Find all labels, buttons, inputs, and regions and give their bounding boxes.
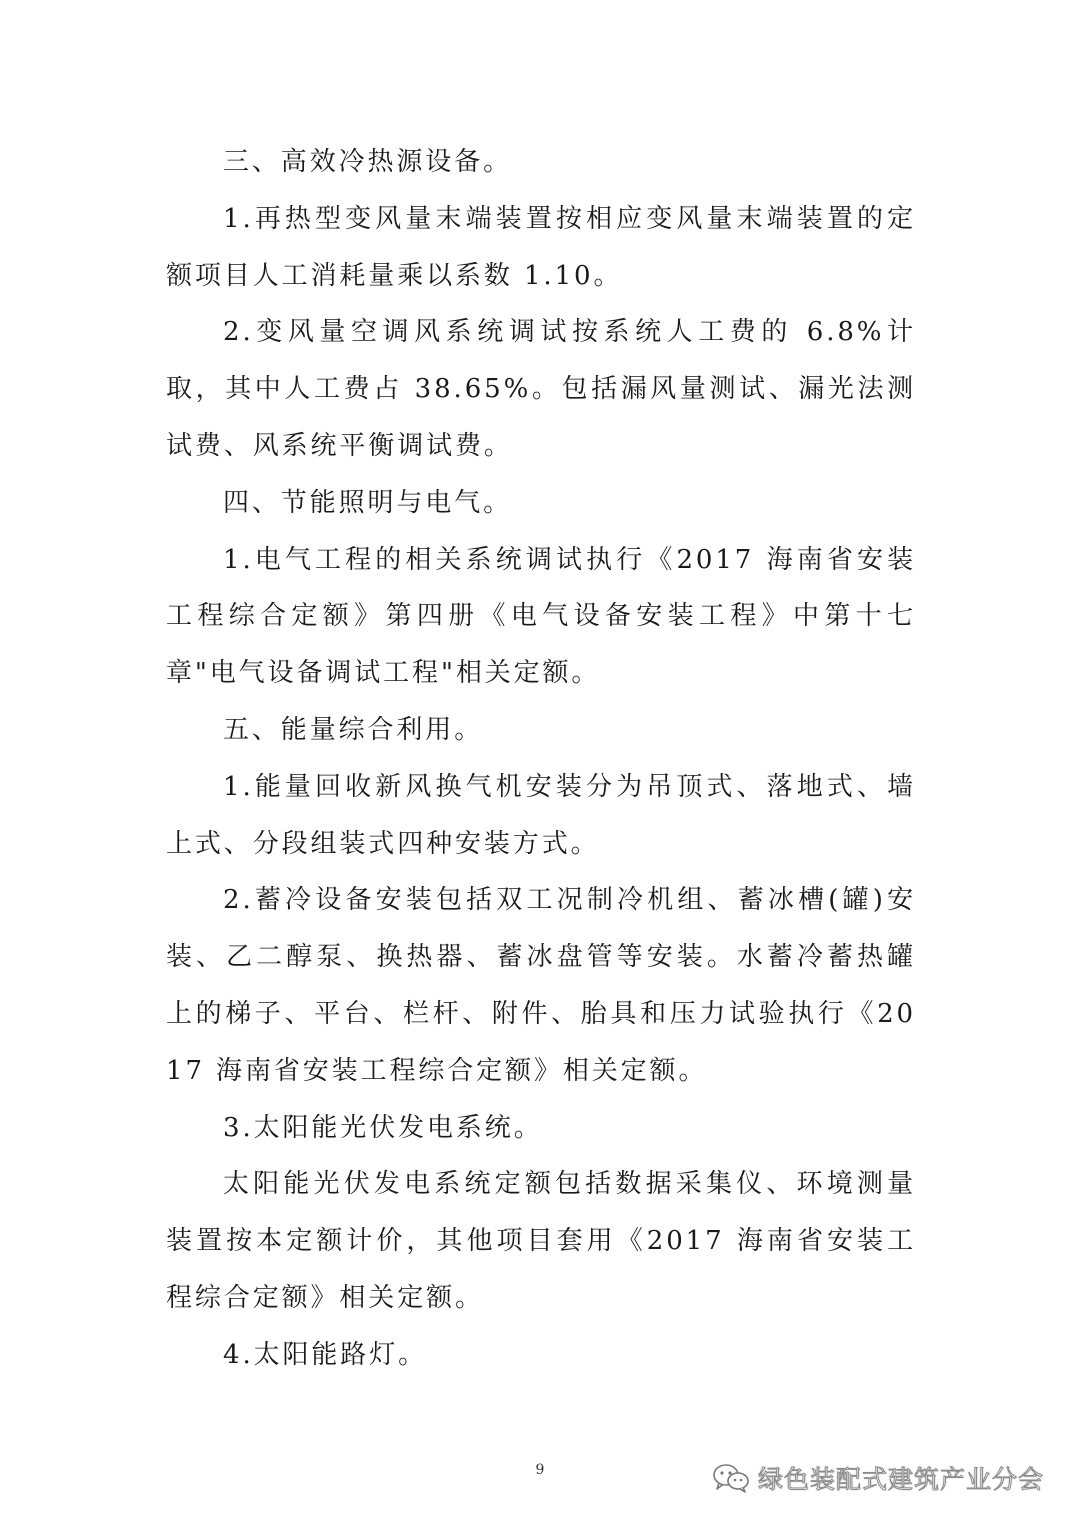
paragraph: 2.蓄冷设备安装包括双工况制冷机组、蓄冰槽(罐)安装、乙二醇泵、换热器、蓄冰盘管等安装。水蓄冷蓄热罐上的梯子、平台、栏杆、附件、胎具和压力试验执行《2017 海南省安装工程综合定额》相关定额。 [166, 885, 916, 1086]
paragraph: 2.变风量空调风系统调试按系统人工费的 6.8%计取，其中人工费占 38.65%。包括漏风量测试、漏光法测试费、风系统平衡调试费。 [166, 317, 916, 461]
watermark-text: 绿色装配式建筑产业分会 [758, 1465, 1045, 1494]
section-heading: 四、节能照明与电气。 [223, 487, 513, 518]
paragraph: 1.能量回收新风换气机安装分为吊顶式、落地式、墙上式、分段组装式四种安装方式。 [166, 771, 916, 859]
wechat-icon [712, 1462, 750, 1494]
paragraph: 太阳能光伏发电系统定额包括数据采集仪、环境测量装置按本定额计价，其他项目套用《2017 海南省安装工程综合定额》相关定额。 [166, 1169, 916, 1313]
paragraph: 1.再热型变风量末端装置按相应变风量末端装置的定额项目人工消耗量乘以系数 1.10。 [166, 203, 916, 291]
page-number: 9 [535, 1462, 545, 1478]
section-heading: 五、能量综合利用。 [223, 714, 484, 745]
paragraph: 1.电气工程的相关系统调试执行《2017 海南省安装工程综合定额》第四册《电气设备安装工程》中第十七章"电气设备调试工程"相关定额。 [166, 544, 916, 689]
subsection-heading: 4.太阳能路灯。 [223, 1339, 428, 1370]
document-body [166, 134, 916, 1384]
section-heading: 三、高效冷热源设备。 [223, 147, 513, 177]
watermark [712, 1456, 1044, 1500]
subsection-heading: 3.太阳能光伏发电系统。 [223, 1112, 543, 1143]
